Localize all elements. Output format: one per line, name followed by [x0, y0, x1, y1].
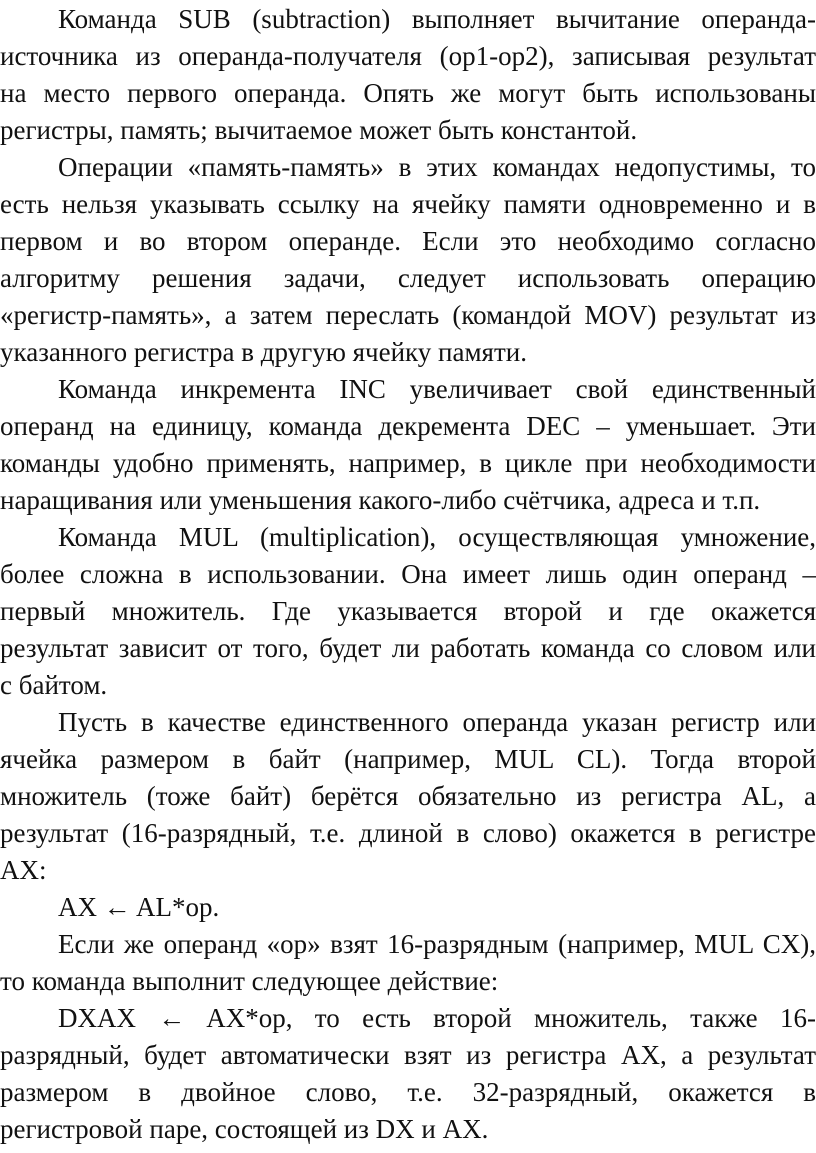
text-line: Команда SUB (subtraction) выполняет вычитание операнда-	[58, 4, 816, 34]
text-line: множитель (тоже байт) берётся обязательно из регистра AL, а	[0, 781, 816, 811]
paragraph	[0, 889, 816, 926]
text-line: результат (16-разрядный, т.е. длиной в слово) окажется в регистре	[0, 818, 816, 848]
paragraph	[0, 371, 816, 519]
text-line: Пусть в качестве единственного операнда указан регистр или	[58, 707, 816, 737]
paragraph	[0, 149, 816, 371]
text-line: Операции «память-память» в этих командах недопустимы, то	[58, 152, 816, 182]
text-line: алгоритму решения задачи, следует использовать операцию	[0, 263, 816, 293]
paragraph	[0, 926, 816, 1000]
text-line: DXAX ← AX*op, то есть второй множитель, также 16-	[58, 1003, 816, 1033]
document-page	[0, 1, 816, 1148]
text-line: Если же операнд «op» взят 16-разрядным (например, MUL CX),	[58, 929, 816, 959]
text-line: Команда инкремента INC увеличивает свой единственный	[58, 374, 816, 404]
text-line: указанного регистра в другую ячейку памяти.	[0, 337, 527, 367]
text-line: первом и во втором операнде. Если это необходимо согласно	[0, 226, 816, 256]
text-line: разрядный, будет автоматически взят из регистра AX, а результат	[0, 1040, 816, 1070]
text-line: регистры, память; вычитаемое может быть константой.	[0, 115, 638, 145]
text-line: на место первого операнда. Опять же могут быть использованы	[0, 78, 816, 108]
text-line: операнд на единицу, команда декремента DEC – уменьшает. Эти	[0, 411, 816, 441]
paragraph	[0, 519, 816, 704]
text-line: AX ← AL*op.	[58, 892, 220, 922]
text-line: более сложна в использовании. Она имеет лишь один операнд –	[0, 559, 816, 589]
text-line: ячейка размером в байт (например, MUL CL). Тогда второй	[0, 744, 816, 774]
text-line: то команда выполнит следующее действие:	[0, 966, 499, 996]
text-line: Команда MUL (multiplication), осуществляющая умножение,	[58, 522, 816, 552]
text-line: результат зависит от того, будет ли работать команда со словом или	[0, 633, 816, 663]
text-line: наращивания или уменьшения какого-либо счётчика, адреса и т.п.	[0, 485, 761, 515]
paragraph	[0, 704, 816, 889]
paragraph	[0, 1, 816, 149]
text-line: AX:	[0, 855, 47, 885]
text-line: команды удобно применять, например, в цикле при необходимости	[0, 448, 816, 478]
text-line: регистровой паре, состоящей из DX и AX.	[0, 1114, 489, 1144]
paragraph	[0, 1000, 816, 1148]
text-line: есть нельзя указывать ссылку на ячейку памяти одновременно и в	[0, 189, 816, 219]
text-line: «регистр-память», а затем переслать (командой MOV) результат из	[0, 300, 816, 330]
text-line: с байтом.	[0, 670, 108, 700]
text-line: первый множитель. Где указывается второй и где окажется	[0, 596, 816, 626]
text-line: размером в двойное слово, т.е. 32-разрядный, окажется в	[0, 1077, 816, 1107]
text-line: источника из операнда-получателя (op1-op2), записывая результат	[0, 41, 816, 71]
